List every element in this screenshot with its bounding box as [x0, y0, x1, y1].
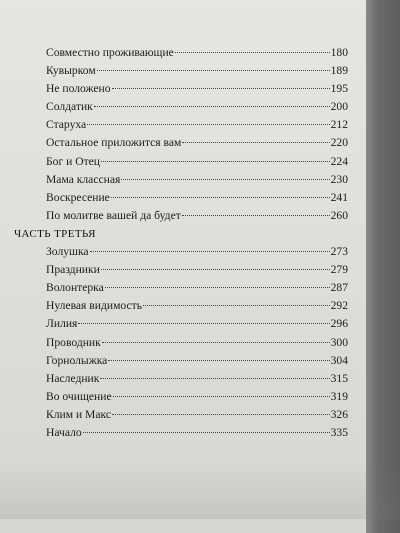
toc-entry: [46, 134, 348, 152]
leader-dots: [87, 124, 329, 125]
toc-entry: [46, 261, 348, 279]
toc-entry-title: Нулевая видимость: [46, 299, 142, 313]
toc-entry-page: 220: [330, 136, 348, 150]
toc-entry: [46, 279, 348, 297]
leader-dots: [112, 88, 330, 89]
toc-entry-title: Совместно проживающие: [46, 46, 174, 59]
toc-entry-page: 180: [330, 46, 348, 59]
toc-entry: [46, 189, 348, 207]
toc-entry: [46, 406, 348, 424]
leader-dots: [102, 342, 330, 343]
toc-entry-title: Старуха: [46, 118, 87, 132]
toc-entry-title: Не положено: [46, 82, 111, 96]
toc-entry-title: Солдатик: [46, 100, 93, 114]
leader-dots: [175, 52, 330, 53]
toc-entry: [46, 116, 348, 134]
toc-entry-title: Остальное приложится вам: [46, 136, 182, 150]
leader-dots: [101, 161, 330, 162]
toc-entry: [46, 153, 348, 171]
toc-entry-title: Лилия: [46, 317, 78, 331]
toc-entry-page: 241: [330, 190, 348, 204]
page-edge-shadow: [366, 0, 400, 533]
leader-dots: [121, 179, 329, 180]
toc-entry-page: 300: [330, 335, 348, 349]
toc-entry-page: 296: [330, 317, 348, 331]
toc-entry-page: 279: [330, 263, 348, 277]
toc-entry-title: Во очищение: [46, 389, 112, 403]
leader-dots: [101, 269, 330, 270]
toc-entry-title: Волонтерка: [46, 281, 104, 295]
toc-entry: [46, 315, 348, 333]
toc-entry: [46, 388, 348, 406]
toc-entry: [46, 44, 348, 62]
toc-entry-title: Бог и Отец: [46, 154, 101, 168]
toc-entry-title: Проводник: [46, 335, 101, 349]
toc-entry: [46, 424, 348, 442]
toc-entry: [46, 98, 348, 116]
toc-entry-title: Мама классная: [46, 172, 121, 186]
toc-entry-page: 200: [330, 100, 348, 114]
toc-entry: [46, 171, 348, 189]
toc-entry-page: 326: [330, 407, 348, 421]
toc-entry: [46, 352, 348, 370]
leader-dots: [182, 215, 330, 216]
leader-dots: [113, 396, 330, 397]
leader-dots: [143, 305, 330, 306]
toc-entry-title: Воскресение: [46, 190, 110, 204]
toc-entry-title: Наследник: [46, 371, 100, 385]
leader-dots: [112, 414, 330, 415]
toc-entry-title: Клим и Макс: [46, 407, 112, 421]
leader-dots: [100, 378, 329, 379]
table-of-contents: [14, 44, 348, 442]
toc-entry: [46, 370, 348, 388]
leader-dots: [182, 142, 329, 143]
leader-dots: [83, 432, 330, 433]
toc-entry-page: 319: [330, 389, 348, 403]
toc-entry-title: Кувырком: [46, 64, 96, 78]
toc-entry: [46, 334, 348, 352]
toc-entry-page: 230: [330, 172, 348, 186]
leader-dots: [97, 70, 330, 71]
toc-entry-page: 212: [330, 118, 348, 132]
leader-dots: [94, 106, 330, 107]
toc-entry: [46, 207, 348, 225]
section-heading: ЧАСТЬ ТРЕТЬЯ: [14, 227, 96, 240]
leader-dots: [78, 323, 329, 324]
toc-entry-page: 335: [330, 425, 348, 439]
toc-entry: [46, 62, 348, 80]
leader-dots: [105, 287, 330, 288]
toc-entry: [46, 243, 348, 261]
show-through-shading: [0, 459, 400, 519]
toc-entry: [46, 297, 348, 315]
toc-entry-page: 224: [330, 154, 348, 168]
toc-entry-page: 287: [330, 281, 348, 295]
toc-entry-title: Начало: [46, 425, 82, 439]
toc-entry-title: Праздники: [46, 263, 100, 277]
toc-entry-title: Горнолыжка: [46, 353, 108, 367]
toc-entry-page: 189: [330, 64, 348, 78]
leader-dots: [108, 360, 329, 361]
toc-entry: [46, 80, 348, 98]
toc-entry-page: 315: [330, 371, 348, 385]
leader-dots: [111, 197, 330, 198]
toc-entry-page: 273: [330, 245, 348, 259]
toc-entry-page: 260: [330, 208, 348, 222]
toc-entry-page: 304: [330, 353, 348, 367]
toc-entry-page: 292: [330, 299, 348, 313]
toc-entry-title: По молитве вашей да будет: [46, 208, 181, 222]
toc-entry-page: 195: [330, 82, 348, 96]
toc-entry-title: Золушка: [46, 245, 89, 259]
leader-dots: [90, 251, 330, 252]
